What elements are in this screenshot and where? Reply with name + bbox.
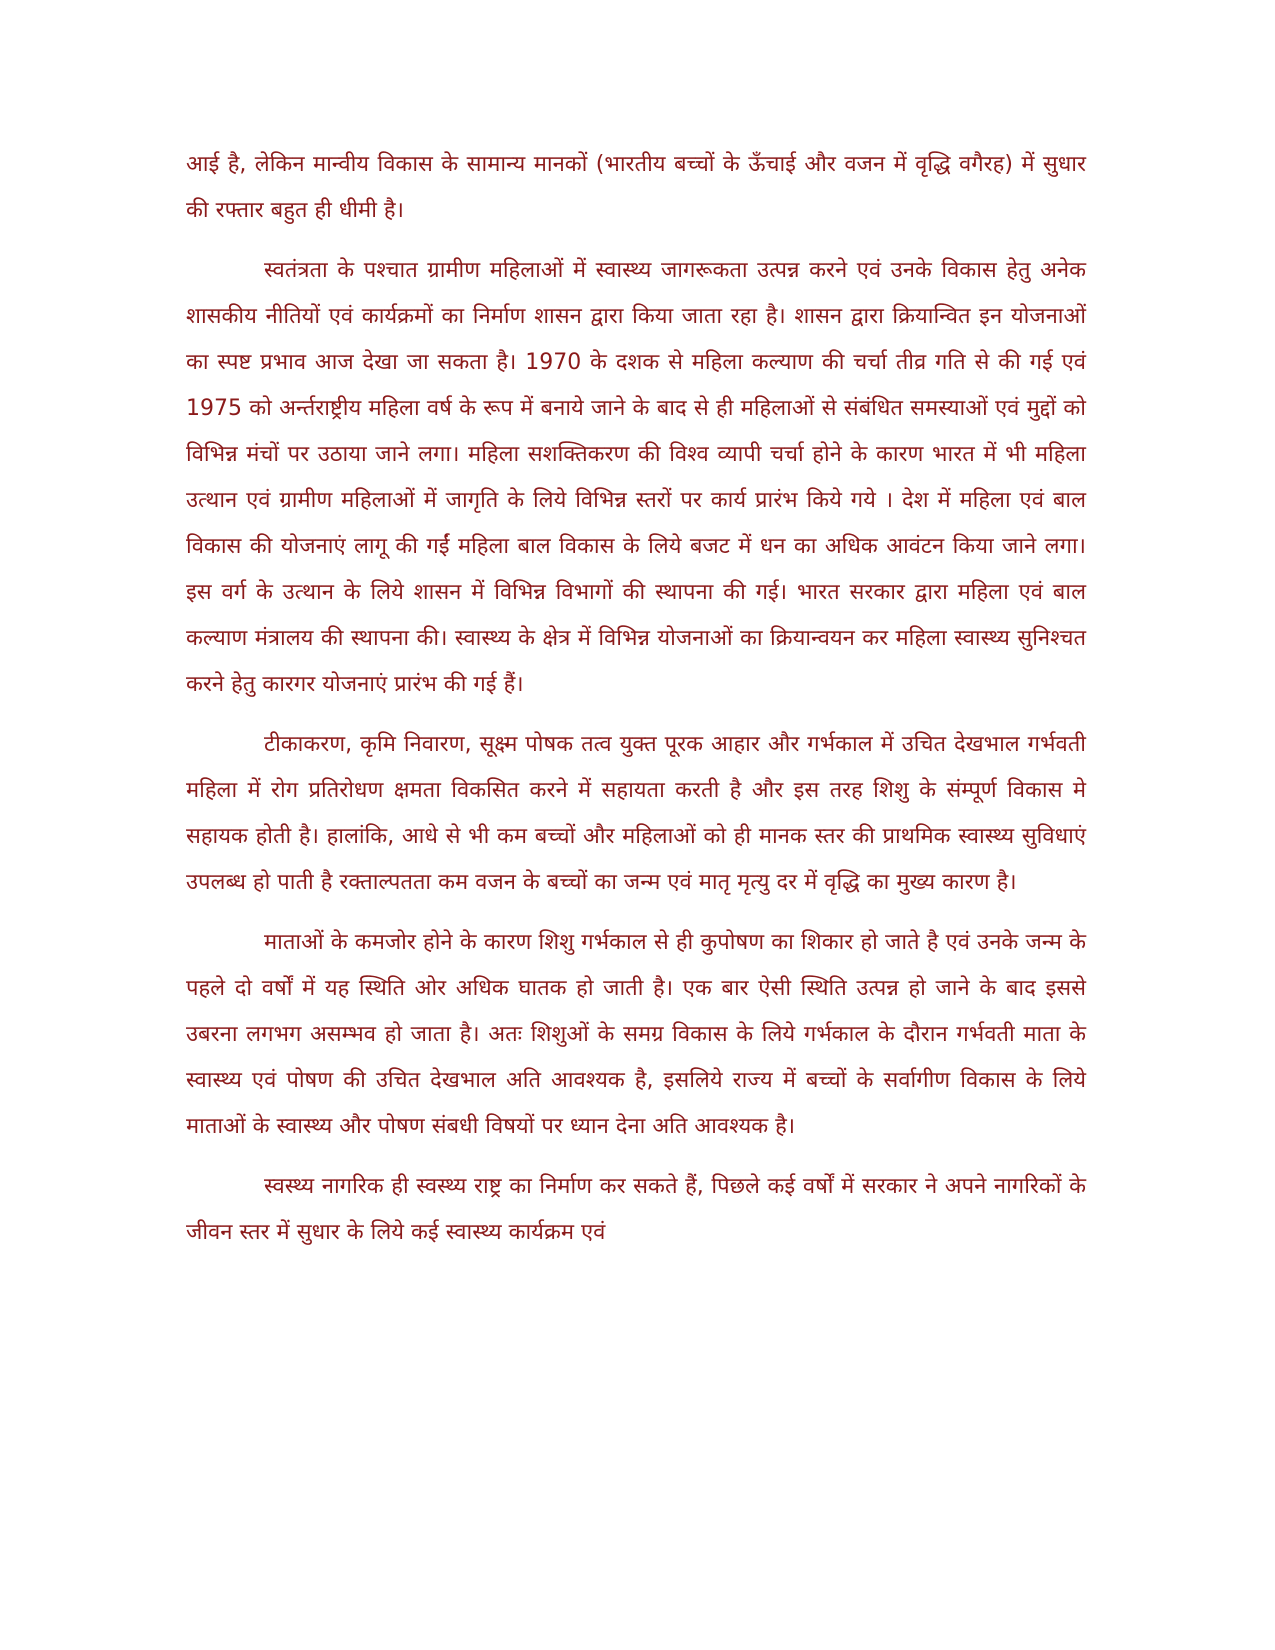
paragraph-1: आई है, लेकिन मान्वीय विकास के सामान्य मानकों (भारतीय बच्चों के ऊँचाई और वजन में वृद्धि वगैरह) में सुधार की रफ्तार बहुत ही धीमी है। [186, 152, 1086, 223]
paragraph-2: स्वतंत्रता के पश्चात ग्रामीण महिलाओं में स्वास्थ्य जागरूकता उत्पन्न करने एवं उनके विकास हेतु अनेक शासकीय नीतियों एवं कार्यक्रमों का निर्माण शासन द्वारा किया जाता रहा है। शासन द्वारा क्रियान्वित इन योजनाओं का स्पष्ट प्रभाव आज देखा जा सकता है। 1970 के दशक से महिला कल्याण की चर्चा तीव्र गति से की गई एवं 1975 को अर्न्तराष्ट्रीय महिला वर्ष के रूप में बनाये जाने के बाद से ही महिलाओं से संबंधित समस्याओं एवं मुद्दों को विभिन्न मंचों पर उठाया जाने लगा। महिला सशक्तिकरण की विश्व व्यापी चर्चा होने के कारण भारत में भी महिला उत्थान एवं ग्रामीण महिलाओं में जागृति के लिये विभिन्न स्तरों पर कार्य प्रारंभ किये गये । देश में महिला एवं बाल विकास की योजनाएं लागू की गईं महिला बाल विकास के लिये बजट में धन का अधिक आवंटन किया जाने लगा। इस वर्ग के उत्थान के लिये शासन में विभिन्न विभागों की स्थापना की गई। भारत सरकार द्वारा महिला एवं बाल कल्याण मंत्रालय की स्थापना की। स्वास्थ्य के क्षेत्र में विभिन्न योजनाओं का क्रियान्वयन कर महिला स्वास्थ्य सुनिश्चत करने हेतु कारगर योजनाएं प्रारंभ की गई हैं। [186, 258, 1086, 697]
paragraph-3: टीकाकरण, कृमि निवारण, सूक्ष्म पोषक तत्व युक्त पूरक आहार और गर्भकाल में उचित देखभाल गर्भवती महिला में रोग प्रतिरोधण क्षमता विकसित करने में सहायता करती है और इस तरह शिशु के संम्पूर्ण विकास मे सहायक होती है। हालांकि, आधे से भी कम बच्चों और महिलाओं को ही मानक स्तर की प्राथमिक स्वास्थ्य सुविधाएं उपलब्ध हो पाती है रक्ताल्पतता कम वजन के बच्चों का जन्म एवं मातृ मृत्यु दर में वृद्धि का मुख्य कारण है। [186, 732, 1086, 895]
paragraph-4: माताओं के कमजोर होने के कारण शिशु गर्भकाल से ही कुपोषण का शिकार हो जाते है एवं उनके जन्म के पहले दो वर्षों में यह स्थिति ओर अधिक घातक हो जाती है। एक बार ऐसी स्थिति उत्पन्न हो जाने के बाद इससे उबरना लगभग असम्भव हो जाता है। अतः शिशुओं के समग्र विकास के लिये गर्भकाल के दौरान गर्भवती माता के स्वास्थ्य एवं पोषण की उचित देखभाल अति आवश्यक है, इसलिये राज्य में बच्चों के सर्वागीण विकास के लिये माताओं के स्वास्थ्य और पोषण संबधी विषयों पर ध्यान देना अति आवश्यक है। [186, 930, 1086, 1139]
document-body [186, 142, 1086, 1270]
paragraph-5: स्वस्थ्य नागरिक ही स्वस्थ्य राष्ट्र का निर्माण कर सकते हैं, पिछले कई वर्षों में सरकार ने अपने नागरिकों के जीवन स्तर में सुधार के लिये कई स्वास्थ्य कार्यक्रम एवं [186, 1174, 1086, 1245]
